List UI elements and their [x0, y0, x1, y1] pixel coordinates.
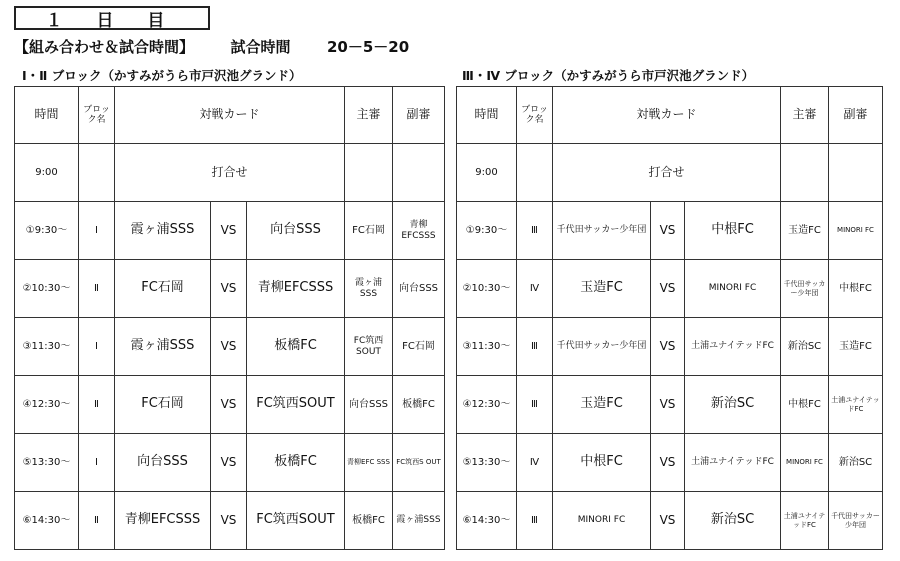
meeting-row [457, 144, 883, 202]
header-match: 対戦カード [553, 87, 781, 144]
home-team: 千代田サッカー少年団 [553, 318, 651, 376]
match-time: ①9:30～ [15, 202, 79, 260]
match-time: ③11:30～ [15, 318, 79, 376]
away-team: 土浦ユナイテッドFC [685, 434, 781, 492]
home-team: 千代田サッカー少年団 [553, 202, 651, 260]
match-time-label: 試合時間 [230, 38, 291, 56]
vs-label: VS [651, 260, 685, 318]
assistant-referee: 青柳EFCSSS [393, 202, 445, 260]
vs-label: VS [211, 492, 247, 550]
header-time: 時間 [15, 87, 79, 144]
header-referee: 主審 [345, 87, 393, 144]
right-match-rows [457, 202, 883, 550]
block-name: Ⅲ [517, 492, 553, 550]
vs-label: VS [211, 202, 247, 260]
referee: FC石岡 [345, 202, 393, 260]
header-assistant: 副審 [829, 87, 883, 144]
meeting-row [15, 144, 445, 202]
block-name: Ⅰ [79, 434, 115, 492]
referee: 板橋FC [345, 492, 393, 550]
match-row [15, 492, 445, 550]
match-time: ③11:30～ [457, 318, 517, 376]
match-time: ④12:30～ [15, 376, 79, 434]
referee: 千代田サッカー少年団 [781, 260, 829, 318]
home-team: 向台SSS [115, 434, 211, 492]
header-time: 時間 [457, 87, 517, 144]
assistant-referee: 向台SSS [393, 260, 445, 318]
away-team: 土浦ユナイテッドFC [685, 318, 781, 376]
header-match: 対戦カード [115, 87, 345, 144]
away-team: 板橋FC [247, 434, 345, 492]
right-block-title: Ⅲ・Ⅳ ブロック（かすみがうら市戸沢池グランド） [462, 68, 755, 83]
vs-label: VS [651, 318, 685, 376]
away-team: 向台SSS [247, 202, 345, 260]
match-row [457, 492, 883, 550]
block-name: Ⅰ [79, 318, 115, 376]
vs-label: VS [651, 376, 685, 434]
home-team: 玉造FC [553, 260, 651, 318]
referee: 青柳EFC SSS [345, 434, 393, 492]
home-team: 霞ヶ浦SSS [115, 318, 211, 376]
block-name: Ⅳ [517, 434, 553, 492]
away-team: MINORI FC [685, 260, 781, 318]
vs-label: VS [211, 318, 247, 376]
match-time: ⑤13:30～ [15, 434, 79, 492]
referee: 中根FC [781, 376, 829, 434]
referee: 霞ヶ浦SSS [345, 260, 393, 318]
away-team: 新治SC [685, 492, 781, 550]
header-row [457, 87, 883, 144]
vs-label: VS [651, 492, 685, 550]
assistant-referee: 中根FC [829, 260, 883, 318]
block-name: Ⅲ [517, 318, 553, 376]
match-row [457, 376, 883, 434]
assistant-referee: 霞ヶ浦SSS [393, 492, 445, 550]
match-time: ②10:30～ [15, 260, 79, 318]
match-row [457, 318, 883, 376]
match-time: ①9:30～ [457, 202, 517, 260]
match-time-value: 20－5－20 [326, 38, 410, 56]
match-row [15, 434, 445, 492]
match-row [15, 318, 445, 376]
header-row [15, 87, 445, 144]
referee: 向台SSS [345, 376, 393, 434]
match-row [457, 434, 883, 492]
away-team: 中根FC [685, 202, 781, 260]
right-schedule-table [456, 86, 883, 550]
match-row [15, 376, 445, 434]
home-team: 中根FC [553, 434, 651, 492]
away-team: 板橋FC [247, 318, 345, 376]
vs-label: VS [211, 260, 247, 318]
assistant-referee: 板橋FC [393, 376, 445, 434]
block-name: Ⅱ [79, 376, 115, 434]
match-time: ⑥14:30～ [457, 492, 517, 550]
assistant-referee: FC石岡 [393, 318, 445, 376]
assistant-referee: 新治SC [829, 434, 883, 492]
block-name: Ⅲ [517, 376, 553, 434]
home-team: 玉造FC [553, 376, 651, 434]
referee: 土浦ユナイテッドFC [781, 492, 829, 550]
vs-label: VS [651, 434, 685, 492]
assistant-referee: MINORI FC [829, 202, 883, 260]
meeting-label: 打合せ [115, 144, 345, 202]
left-schedule-table [14, 86, 445, 550]
assistant-referee: 玉造FC [829, 318, 883, 376]
header-block: ブロック名 [79, 87, 115, 144]
home-team: FC石岡 [115, 376, 211, 434]
match-row [15, 260, 445, 318]
vs-label: VS [651, 202, 685, 260]
home-team: MINORI FC [553, 492, 651, 550]
referee: 玉造FC [781, 202, 829, 260]
block-name: Ⅱ [79, 492, 115, 550]
meeting-time: 9:00 [457, 144, 517, 202]
match-time: ④12:30～ [457, 376, 517, 434]
match-time: ⑤13:30～ [457, 434, 517, 492]
referee: FC筑西SOUT [345, 318, 393, 376]
assistant-referee: 土浦ユナイテッドFC [829, 376, 883, 434]
vs-label: VS [211, 434, 247, 492]
header-block: ブロック名 [517, 87, 553, 144]
match-time: ⑥14:30～ [15, 492, 79, 550]
away-team: 青柳EFCSSS [247, 260, 345, 318]
match-time: ②10:30～ [457, 260, 517, 318]
home-team: 青柳EFCSSS [115, 492, 211, 550]
block-name: Ⅱ [79, 260, 115, 318]
away-team: FC筑西SOUT [247, 376, 345, 434]
referee: MINORI FC [781, 434, 829, 492]
assistant-referee: FC筑西S OUT [393, 434, 445, 492]
left-block-title: Ⅰ・Ⅱ ブロック（かすみがうら市戸沢池グランド） [22, 68, 302, 83]
home-team: FC石岡 [115, 260, 211, 318]
header-referee: 主審 [781, 87, 829, 144]
vs-label: VS [211, 376, 247, 434]
away-team: FC筑西SOUT [247, 492, 345, 550]
day-label: １ 日 目 [14, 6, 210, 30]
match-row [457, 202, 883, 260]
heading-main: 【組み合わせ＆試合時間】 [14, 38, 195, 56]
match-row [457, 260, 883, 318]
block-name: Ⅲ [517, 202, 553, 260]
referee: 新治SC [781, 318, 829, 376]
assistant-referee: 千代田サッカー少年団 [829, 492, 883, 550]
block-name: Ⅰ [79, 202, 115, 260]
away-team: 新治SC [685, 376, 781, 434]
match-row [15, 202, 445, 260]
left-match-rows [15, 202, 445, 550]
meeting-time: 9:00 [15, 144, 79, 202]
schedule-heading [14, 36, 409, 57]
meeting-label: 打合せ [553, 144, 781, 202]
block-name: Ⅳ [517, 260, 553, 318]
header-assistant: 副審 [393, 87, 445, 144]
home-team: 霞ヶ浦SSS [115, 202, 211, 260]
